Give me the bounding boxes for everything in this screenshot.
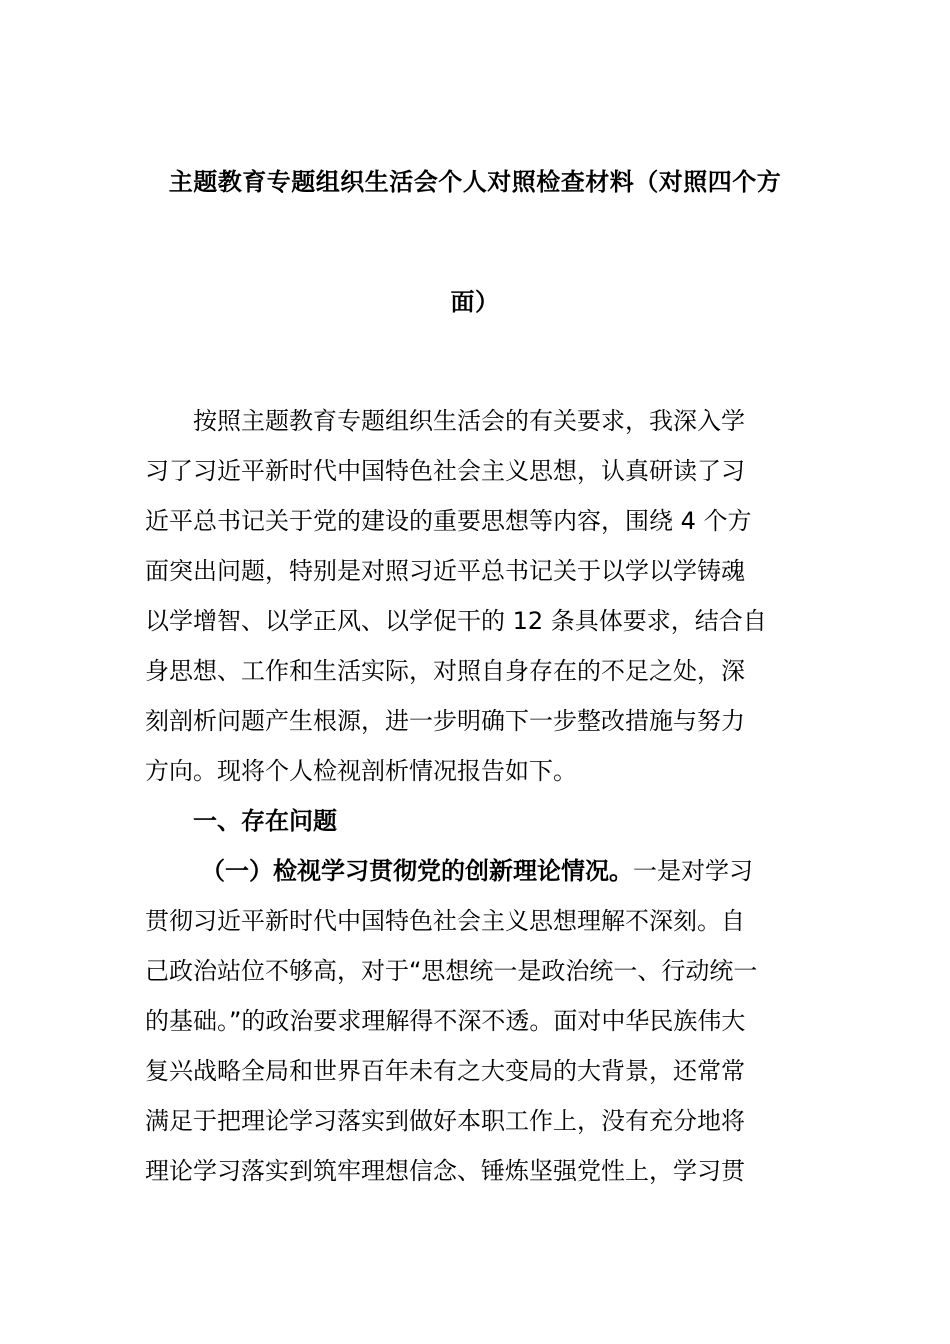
body-line: 的基础。”的政治要求理解得不深不透。面对中华民族伟大 — [145, 1007, 746, 1035]
subsection-first-text: 一是对学习 — [633, 857, 753, 885]
body-line: 复兴战略全局和世界百年未有之大变局的大背景，还常常 — [145, 1057, 745, 1085]
intro-line: 方向。现将个人检视剖析情况报告如下。 — [145, 757, 577, 785]
intro-line: 刻剖析问题产生根源，进一步明确下一步整改措施与努力 — [145, 707, 745, 735]
intro-line: 面突出问题，特别是对照习近平总书记关于以学以学铸魂 — [145, 557, 745, 585]
body-line: 己政治站位不够高，对于“思想统一是政治统一、行动统一 — [145, 957, 758, 985]
intro-line: 按照主题教育专题组织生活会的有关要求，我深入学 — [193, 407, 745, 435]
subsection-heading: （一）检视学习贯彻党的创新理论情况。 — [201, 857, 633, 885]
document-title-line-2: 面） — [450, 288, 500, 316]
subsection-first-line — [145, 846, 807, 896]
body-line: 理论学习落实到筑牢理想信念、锤炼坚强党性上，学习贯 — [145, 1157, 745, 1185]
intro-line: 习了习近平新时代中国特色社会主义思想，认真研读了习 — [145, 457, 745, 485]
document-title-line-1: 主题教育专题组织生活会个人对照检查材料（对照四个方 — [168, 168, 782, 196]
body-line: 贯彻习近平新时代中国特色社会主义思想理解不深刻。自 — [145, 907, 745, 935]
section-heading: 一、存在问题 — [193, 807, 337, 835]
intro-line: 身思想、工作和生活实际，对照自身存在的不足之处，深 — [145, 657, 745, 685]
document-body — [145, 396, 807, 1196]
intro-line: 近平总书记关于党的建设的重要思想等内容，围绕 4 个方 — [145, 507, 752, 535]
body-line: 满足于把理论学习落实到做好本职工作上，没有充分地将 — [145, 1107, 745, 1135]
intro-line: 以学增智、以学正风、以学促干的 12 条具体要求，结合自 — [145, 607, 767, 635]
